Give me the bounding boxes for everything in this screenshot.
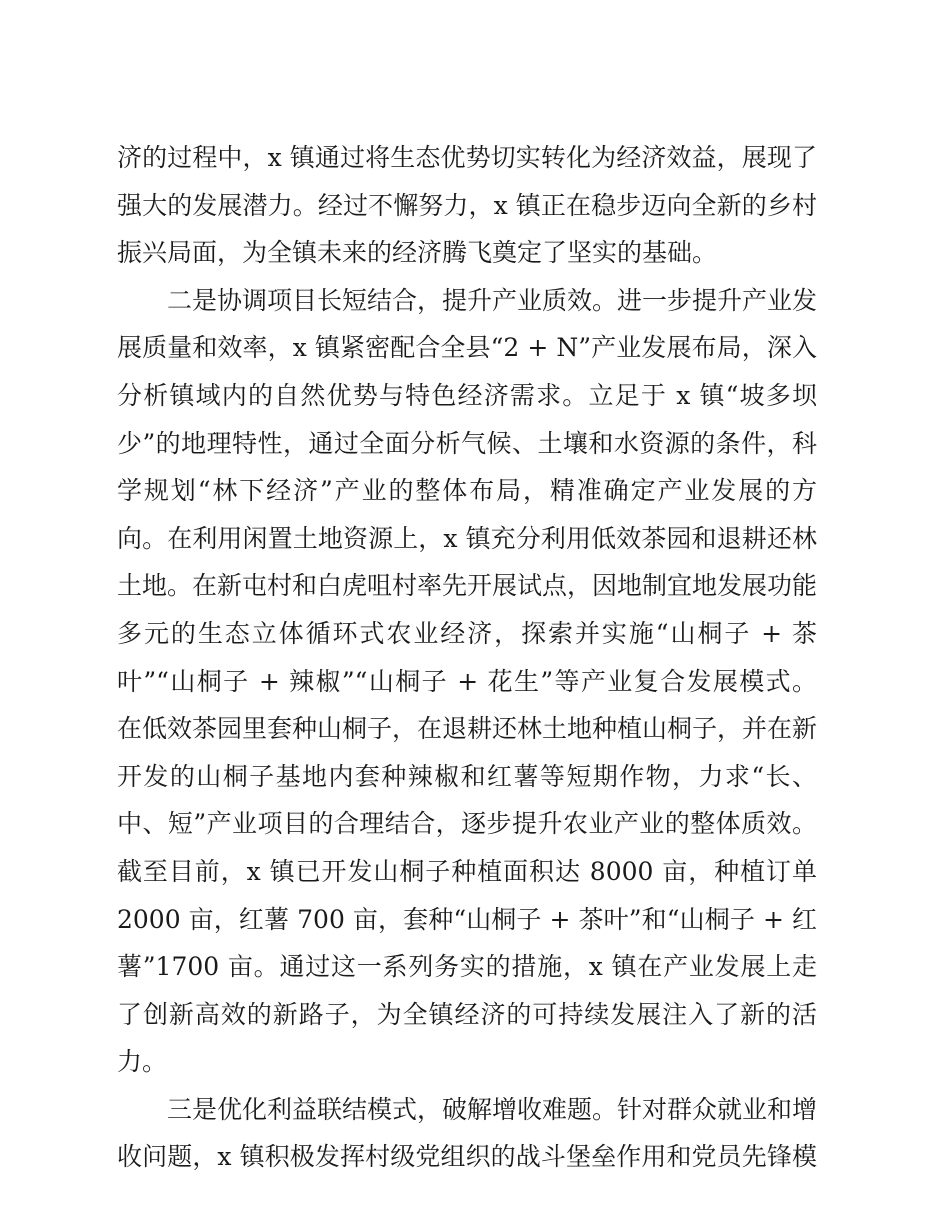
paragraph-two bbox=[117, 277, 817, 1086]
text-line: 向。在利用闲置土地资源上，x 镇充分利用低效茶园和退耕还林 bbox=[117, 523, 817, 553]
text-line: 土地。在新屯村和白虎咀村率先开展试点，因地制宜地发展功能 bbox=[117, 571, 817, 601]
text-line: 开发的山桐子基地内套种辣椒和红薯等短期作物，力求“长、 bbox=[117, 761, 817, 791]
text-line: 多元的生态立体循环式农业经济，探索并实施“山桐子 + 茶 bbox=[117, 618, 817, 648]
text-line: 了创新高效的新路子，为全镇经济的可持续发展注入了新的活 bbox=[117, 999, 817, 1029]
text-line: 薯”1700 亩。通过这一系列务实的措施，x 镇在产业发展上走 bbox=[117, 952, 817, 982]
paragraph-continuation bbox=[117, 134, 817, 277]
text-line: 中、短”产业项目的合理结合，逐步提升农业产业的整体质效。 bbox=[117, 809, 817, 839]
text-line: 分析镇域内的自然优势与特色经济需求。立足于 x 镇“坡多坝 bbox=[117, 380, 817, 410]
text-line: 济的过程中，x 镇通过将生态优势切实转化为经济效益，展现了 bbox=[117, 143, 817, 172]
text-line: 力。 bbox=[117, 1047, 168, 1077]
text-line: 二是协调项目长短结合，提升产业质效。进一步提升产业发 bbox=[167, 285, 817, 315]
text-line: 在低效茶园里套种山桐子，在退耕还林土地种植山桐子，并在新 bbox=[117, 714, 817, 744]
document-body bbox=[117, 134, 817, 1181]
text-line: 少”的地理特性，通过全面分析气候、土壤和水资源的条件，科 bbox=[117, 428, 817, 458]
text-line: 截至目前，x 镇已开发山桐子种植面积达 8000 亩，种植订单 bbox=[117, 856, 817, 886]
text-line: 叶”“山桐子 + 辣椒”“山桐子 + 花生”等产业复合发展模式。 bbox=[117, 666, 817, 696]
text-line: 振兴局面，为全镇未来的经济腾飞奠定了坚实的基础。 bbox=[117, 238, 718, 268]
paragraph-three bbox=[117, 1086, 817, 1181]
text-line: 三是优化利益联结模式，破解增收难题。针对群众就业和增 bbox=[167, 1094, 817, 1124]
text-line: 强大的发展潜力。经过不懈努力，x 镇正在稳步迈向全新的乡村 bbox=[117, 190, 817, 220]
text-line: 展质量和效率，x 镇紧密配合全县“2 + N”产业发展布局，深入 bbox=[117, 333, 817, 363]
text-line: 收问题，x 镇积极发挥村级党组织的战斗堡垒作用和党员先锋模 bbox=[117, 1142, 817, 1172]
text-line: 学规划“林下经济”产业的整体布局，精准确定产业发展的方 bbox=[117, 476, 817, 506]
text-line: 2000 亩，红薯 700 亩，套种“山桐子 + 茶叶”和“山桐子 + 红 bbox=[117, 904, 817, 934]
